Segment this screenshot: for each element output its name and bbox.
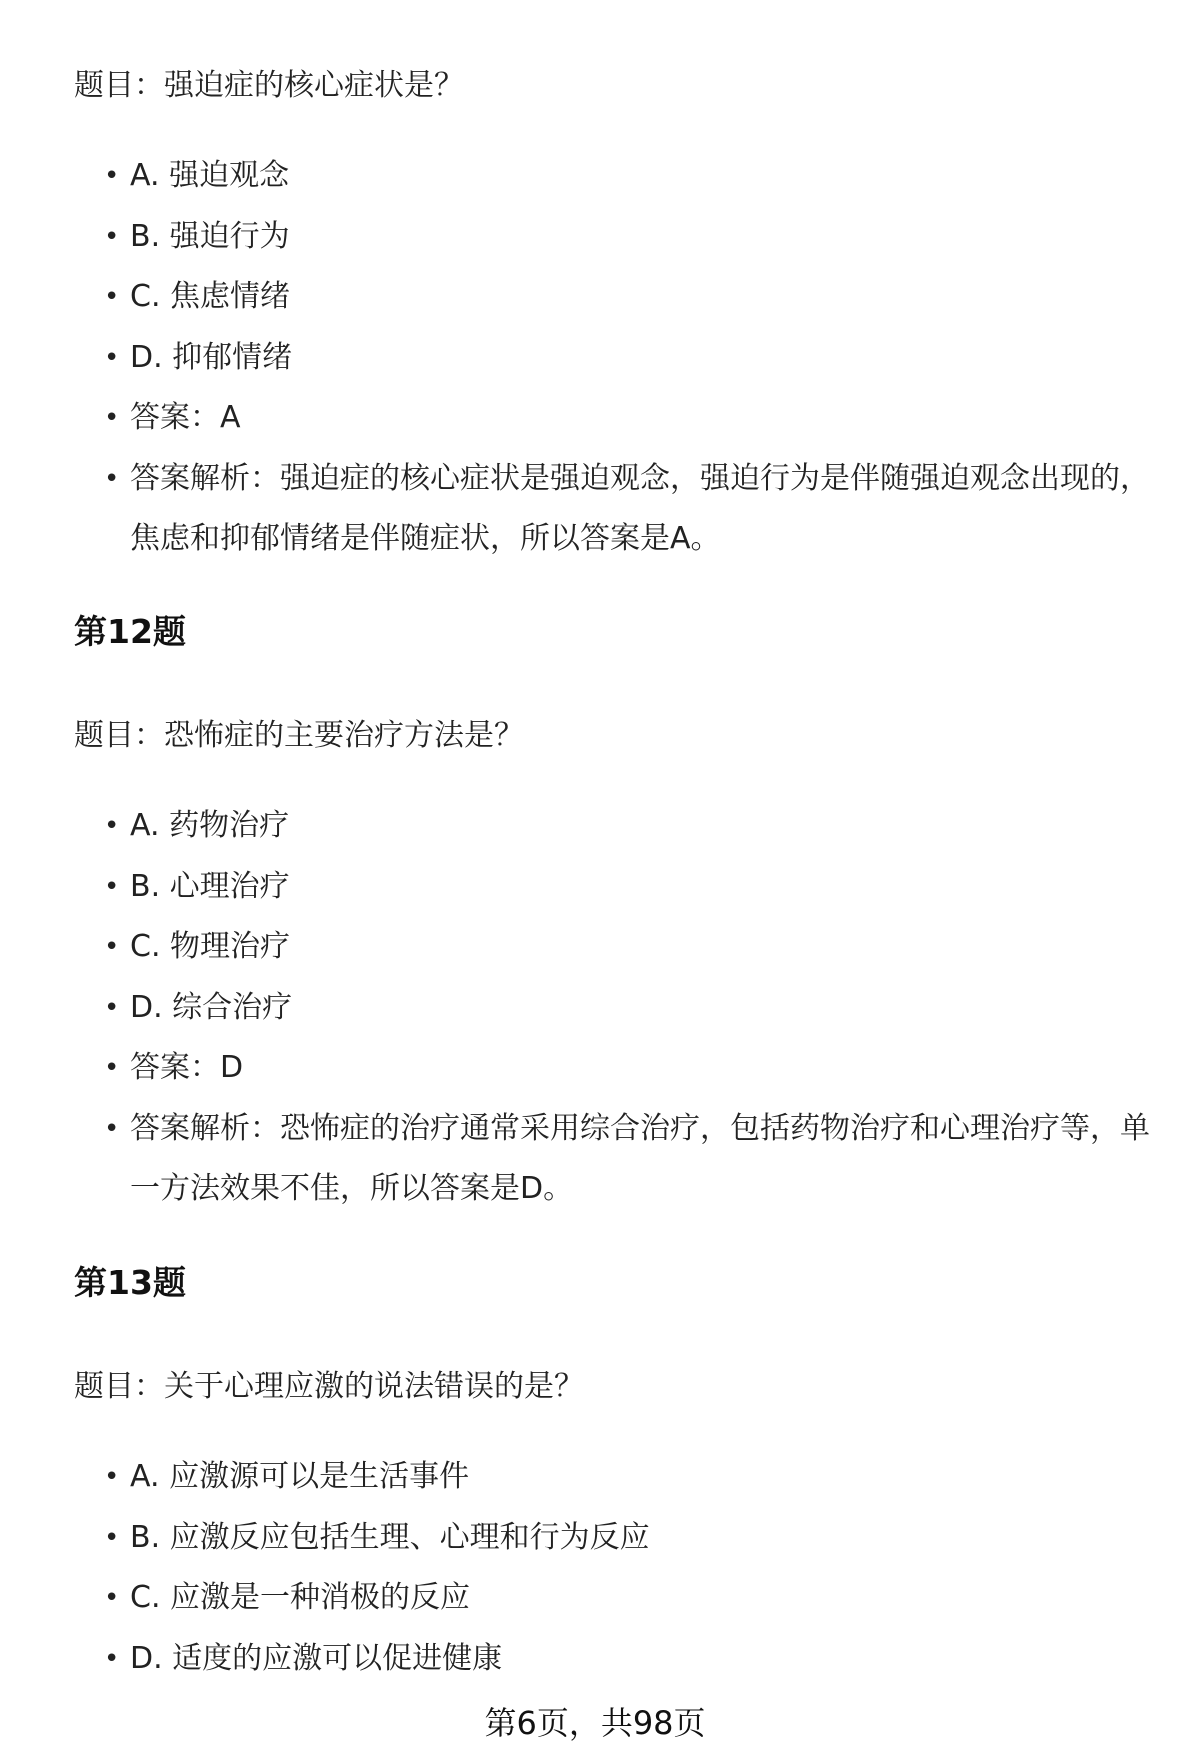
option-d: • D. 抑郁情绪 xyxy=(74,328,1164,389)
bullet-icon: • xyxy=(104,1462,120,1492)
bullet-icon: • xyxy=(104,1643,120,1674)
options-list xyxy=(74,1447,1164,1689)
option-b: • B. 应激反应包括生理、心理和行为反应 xyxy=(74,1508,1164,1569)
option-c: • C. 应激是一种消极的反应 xyxy=(74,1568,1164,1629)
bullet-icon: • xyxy=(104,1522,120,1553)
bullet-icon: • xyxy=(104,221,120,252)
question-11 xyxy=(74,66,1164,106)
question-11-options xyxy=(74,146,1164,570)
answer-explanation: • 答案解析：强迫症的核心症状是强迫观念，强迫行为是伴随强迫观念出现的， 焦虑和抑郁情绪是伴随症状，所以答案是A。 xyxy=(74,449,1164,570)
question-12 xyxy=(74,716,1164,756)
bullet-icon: • xyxy=(104,1113,120,1144)
question-stem: 题目：关于心理应激的说法错误的是？ xyxy=(74,1369,584,1404)
bullet-icon: • xyxy=(104,811,120,841)
bullet-icon: • xyxy=(104,1583,120,1613)
bullet-icon: • xyxy=(104,403,120,433)
answer: • 答案：A xyxy=(74,388,1164,449)
bullet-icon: • xyxy=(104,342,120,373)
option-a: • A. 应激源可以是生活事件 xyxy=(74,1447,1164,1508)
options-list xyxy=(74,146,1164,570)
question-12-options xyxy=(74,796,1164,1220)
bullet-icon: • xyxy=(104,992,120,1023)
bullet-icon: • xyxy=(104,161,120,191)
question-stem: 题目：恐怖症的主要治疗方法是？ xyxy=(74,718,524,753)
option-d: • D. 综合治疗 xyxy=(74,978,1164,1039)
question-13 xyxy=(74,1367,1164,1407)
bullet-icon: • xyxy=(104,282,120,312)
options-list xyxy=(74,796,1164,1220)
option-c: • C. 焦虑情绪 xyxy=(74,267,1164,328)
question-stem: 题目：强迫症的核心症状是？ xyxy=(74,68,464,103)
bullet-icon: • xyxy=(104,1053,120,1083)
option-c: • C. 物理治疗 xyxy=(74,917,1164,978)
question-12-heading: 第12题 xyxy=(74,612,186,651)
bullet-icon: • xyxy=(104,871,120,902)
question-13-heading: 第13题 xyxy=(74,1263,186,1302)
question-13-options xyxy=(74,1447,1164,1689)
bullet-icon: • xyxy=(104,463,120,494)
answer: • 答案：D xyxy=(74,1038,1164,1099)
page-number: 第6页，共98页 xyxy=(484,1704,706,1742)
option-d: • D. 适度的应激可以促进健康 xyxy=(74,1629,1164,1690)
bullet-icon: • xyxy=(104,932,120,962)
answer-explanation: • 答案解析：恐怖症的治疗通常采用综合治疗，包括药物治疗和心理治疗等，单 一方法效果不佳，所以答案是D。 xyxy=(74,1099,1164,1220)
option-a: • A. 强迫观念 xyxy=(74,146,1164,207)
option-b: • B. 心理治疗 xyxy=(74,857,1164,918)
option-b: • B. 强迫行为 xyxy=(74,207,1164,268)
option-a: • A. 药物治疗 xyxy=(74,796,1164,857)
